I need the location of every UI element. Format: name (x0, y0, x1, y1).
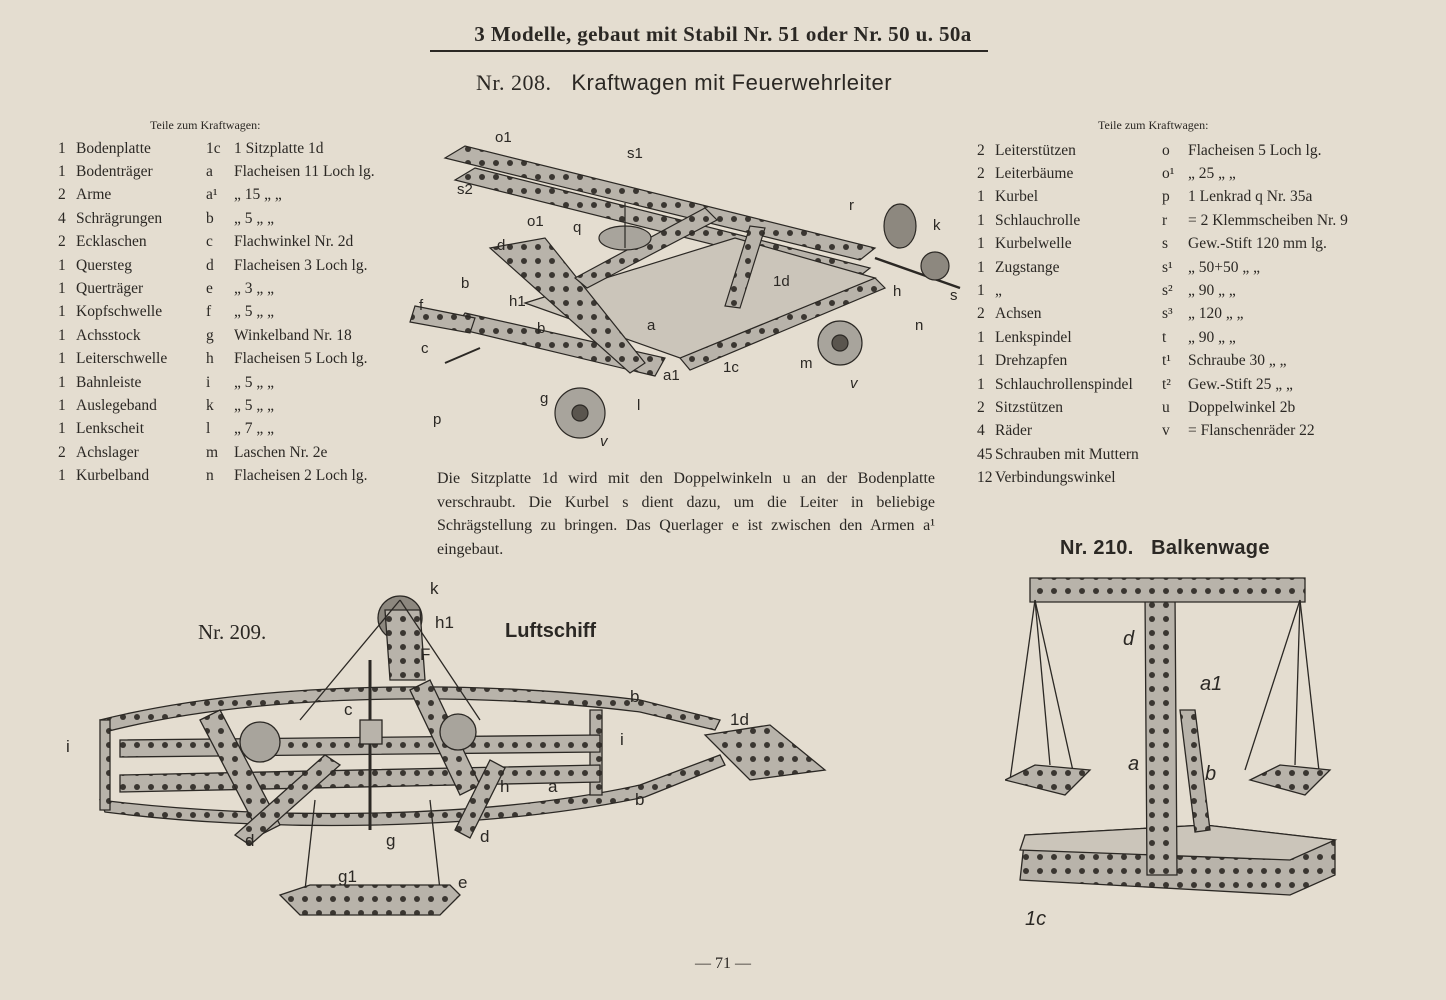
fig209-label-g: g (386, 831, 396, 850)
fig208-label-q: q (573, 219, 582, 236)
parts-right-desc: „ 50+50 „ „ (1188, 258, 1261, 276)
parts-left-code: 1c (206, 139, 221, 157)
fig209-label-k: k (430, 579, 439, 598)
parts-left-name: Achslager (76, 443, 139, 461)
parts-right-qty: 1 (977, 235, 985, 253)
parts-left-code: e (206, 280, 213, 298)
parts-left-qty: 1 (58, 420, 66, 438)
parts-right-row (977, 233, 1378, 256)
parts-right-row (977, 443, 1378, 466)
parts-right-row (977, 466, 1378, 489)
figure-210-balance-scale (1005, 570, 1340, 935)
scale-column (1145, 595, 1177, 875)
parts-left-desc: „ 5 „ „ (234, 396, 275, 414)
fig208-label-d: d (497, 237, 506, 254)
parts-right-desc: Schraube 30 „ „ (1188, 352, 1287, 370)
parts-left-code: a (206, 163, 213, 181)
page-number: — 71 — (695, 955, 751, 972)
parts-right-code: t² (1162, 375, 1171, 393)
parts-left-row (58, 371, 444, 394)
parts-right-qty: 1 (977, 375, 985, 393)
parts-right-code: o¹ (1162, 165, 1175, 183)
parts-left-code: l (206, 420, 211, 438)
parts-left-name: Lenkscheit (76, 420, 145, 438)
scale-beam (1030, 578, 1305, 602)
parts-left-name: Ecklaschen (76, 233, 147, 251)
parts-right-qty: 12 (977, 469, 993, 487)
fig209-label-h: h (500, 777, 510, 796)
parts-right-row (977, 350, 1378, 373)
parts-left-name: Auslegeband (76, 396, 157, 414)
parts-left-row (58, 441, 444, 464)
parts-right-row (977, 209, 1378, 232)
parts-table-right (977, 139, 1378, 490)
parts-left-desc: Laschen Nr. 2e (234, 443, 328, 461)
parts-left-qty: 1 (58, 280, 66, 298)
fig209-label-d2: d (480, 827, 490, 846)
fig208-label-g: g (540, 390, 549, 407)
parts-right-row (977, 279, 1378, 302)
parts-left-name: Bodenträger (76, 163, 153, 181)
parts-right-name: „ (995, 282, 1002, 300)
fig208-label-h: h (893, 283, 902, 300)
fig208-label-a1: a1 (663, 367, 680, 384)
fig208-label-l: l (637, 397, 641, 414)
gondola (280, 885, 460, 915)
parts-left-code: h (206, 350, 214, 368)
parts-right-row (977, 420, 1378, 443)
parts-right-code: v (1162, 422, 1170, 440)
fig208-label-1c: 1c (723, 359, 739, 376)
fig208-label-v: v (850, 375, 858, 392)
parts-left-desc: Flacheisen 3 Loch lg. (234, 256, 368, 274)
parts-left-desc: „ 5 „ „ (234, 373, 275, 391)
parts-right-name: Zugstange (995, 258, 1060, 276)
parts-right-row (977, 396, 1378, 419)
parts-right-name: Leiterbäume (995, 165, 1074, 183)
fig208-label-s: s (950, 287, 958, 304)
parts-right-row (977, 256, 1378, 279)
parts-left-desc: Winkelband Nr. 18 (234, 326, 352, 344)
parts-right-code: s¹ (1162, 258, 1173, 276)
parts-left-qty: 2 (58, 186, 66, 204)
parts-left-desc: „ 3 „ „ (234, 280, 275, 298)
parts-right-desc: „ 90 „ „ (1188, 328, 1236, 346)
figure-209-airship (60, 570, 830, 930)
fig208-label-b2: b (537, 320, 546, 337)
fig210-label-b: b (1205, 763, 1217, 785)
parts-right-row (977, 303, 1378, 326)
parts-left-desc: 1 Sitzplatte 1d (234, 139, 324, 157)
parts-left-name: Leiterschwelle (76, 350, 168, 368)
parts-left-code: k (206, 396, 214, 414)
parts-right-row (977, 326, 1378, 349)
model-209-number: Nr. 209. (198, 620, 267, 644)
parts-left-row (58, 464, 444, 487)
fig210-label-a: a (1128, 753, 1140, 775)
scale-pan-left (1005, 765, 1090, 795)
parts-right-code: u (1162, 398, 1170, 416)
parts-left-qty: 1 (58, 350, 66, 368)
header-underline (430, 50, 988, 52)
parts-right-code: o (1162, 141, 1170, 159)
parts-left-qty: 1 (58, 139, 66, 157)
parts-right-code: s² (1162, 282, 1173, 300)
model-208-title (476, 70, 892, 96)
fig208-label-k: k (933, 217, 941, 234)
parts-right-name: Sitzstützen (995, 398, 1064, 416)
parts-left-row (58, 277, 444, 300)
parts-left-row (58, 324, 444, 347)
parts-left-name: Quersteg (76, 256, 132, 274)
parts-right-name: Schlauchrollenspindel (995, 375, 1133, 393)
fig208-label-v2: v (600, 433, 608, 448)
parts-table-left (58, 137, 444, 488)
fig208-label-r: r (849, 197, 854, 214)
parts-right-desc: „ 25 „ „ (1188, 165, 1236, 183)
parts-left-code: c (206, 233, 213, 251)
parts-right-name: Räder (995, 422, 1033, 440)
parts-left-desc: Flachwinkel Nr. 2d (234, 233, 354, 251)
parts-left-desc: Flacheisen 5 Loch lg. (234, 350, 368, 368)
fig209-label-i: i (66, 737, 70, 756)
parts-left-row (58, 418, 444, 441)
parts-right-qty: 1 (977, 188, 985, 206)
fig208-label-h1: h1 (509, 293, 526, 310)
parts-right-name: Leiterstützen (995, 141, 1076, 159)
parts-right-desc: 1 Lenkrad q Nr. 35a (1188, 188, 1313, 206)
parts-left-row (58, 348, 444, 371)
parts-left-code: i (206, 373, 211, 391)
parts-right-code (1162, 443, 1188, 466)
parts-left-code: d (206, 256, 214, 274)
parts-left-name: Bodenplatte (76, 139, 151, 157)
fig209-label-g1: g1 (338, 867, 357, 886)
parts-left-row (58, 207, 444, 230)
fig209-label-c: c (344, 700, 353, 719)
parts-left-code: f (206, 303, 212, 321)
parts-right-name: Lenkspindel (995, 328, 1072, 346)
parts-left-name: Kopfschwelle (76, 303, 163, 321)
parts-right-qty: 2 (977, 141, 985, 159)
fig210-label-a1: a1 (1200, 673, 1223, 695)
model-210-number: Nr. 210. (1060, 537, 1134, 559)
parts-right-name: Kurbel (995, 188, 1039, 206)
parts-left-code: m (206, 443, 219, 461)
parts-right-desc: = Flanschenräder 22 (1188, 422, 1315, 440)
fig208-label-c: c (421, 340, 429, 357)
parts-left-row (58, 231, 444, 254)
fig209-label-d: d (245, 831, 255, 850)
parts-left-name: Kurbelband (76, 467, 150, 485)
parts-left-name: Arme (76, 186, 112, 204)
fig210-label-1c: 1c (1025, 908, 1047, 930)
model-208-name: Kraftwagen mit Feuerwehrleiter (571, 70, 893, 95)
parts-left-qty: 2 (58, 233, 66, 251)
parts-left-desc: Flacheisen 2 Loch lg. (234, 467, 368, 485)
parts-right-row (977, 162, 1378, 185)
model-210-title (1060, 537, 1270, 560)
hose-reel (884, 204, 916, 248)
parts-left-row (58, 160, 444, 183)
fig208-label-1d: 1d (773, 273, 790, 290)
parts-left-qty: 2 (58, 443, 66, 461)
fig209-label-b2: b (635, 790, 645, 809)
page-header: 3 Modelle, gebaut mit Stabil Nr. 51 oder Nr. 50 u. 50a (474, 22, 972, 46)
model-210-name: Balkenwage (1151, 537, 1270, 559)
fig208-label-s1: s1 (627, 145, 643, 162)
parts-right-code: s (1162, 235, 1169, 253)
fig209-label-a: a (548, 777, 558, 796)
parts-right-name: Verbindungswinkel (995, 469, 1116, 487)
parts-left-qty: 1 (58, 303, 66, 321)
parts-left-code: b (206, 209, 214, 227)
rudder-plate (705, 725, 825, 780)
parts-right-code: p (1162, 188, 1170, 206)
fig208-label-o1: o1 (495, 129, 512, 146)
fig208-label-p: p (433, 411, 442, 428)
parts-left-qty: 1 (58, 326, 66, 344)
parts-right-desc (1188, 466, 1378, 489)
parts-right-name: Schrauben mit Muttern (995, 445, 1139, 463)
fig208-label-n: n (915, 317, 924, 334)
fig209-label-e: e (458, 873, 468, 892)
parts-left-qty: 1 (58, 396, 66, 414)
parts-left-name: Bahnleiste (76, 373, 142, 391)
fig209-label-b: b (630, 687, 640, 706)
parts-right-desc: = 2 Klemmscheiben Nr. 9 (1188, 211, 1348, 229)
parts-right-qty: 2 (977, 398, 985, 416)
parts-left-qty: 1 (58, 256, 66, 274)
parts-left-code: n (206, 467, 214, 485)
parts-right-row (977, 373, 1378, 396)
parts-right-qty: 1 (977, 211, 985, 229)
fig209-label-i2: i (620, 730, 624, 749)
parts-right-code: s³ (1162, 305, 1173, 323)
parts-right-qty: 2 (977, 305, 985, 323)
parts-left-name: Schrägrungen (76, 209, 163, 227)
model-209-title: Luftschiff (505, 620, 597, 642)
parts-left-row (58, 301, 444, 324)
parts-right-qty: 1 (977, 258, 985, 276)
parts-right-row (977, 139, 1378, 162)
fig210-label-d: d (1123, 628, 1135, 650)
fig208-label-o1b: o1 (527, 213, 544, 230)
parts-right-name: Achsen (995, 305, 1042, 323)
parts-left-desc: Flacheisen 11 Loch lg. (234, 163, 375, 181)
parts-left-qty: 1 (58, 373, 66, 391)
parts-left-row (58, 137, 444, 160)
parts-left-desc: „ 15 „ „ (234, 186, 282, 204)
fig208-label-b: b (461, 275, 470, 292)
parts-right-desc: „ 120 „ „ (1188, 305, 1244, 323)
model-208-number: Nr. 208. (476, 70, 552, 95)
parts-left-code: g (206, 326, 214, 344)
parts-right-code: t (1162, 328, 1167, 346)
parts-right-qty: 1 (977, 328, 985, 346)
parts-left-name: Achsstock (76, 326, 141, 344)
parts-right-qty: 1 (977, 282, 985, 300)
scale-pan-right (1250, 765, 1330, 795)
parts-right-code (1162, 466, 1188, 489)
parts-left-desc: „ 5 „ „ (234, 209, 275, 227)
parts-right-desc: Gew.-Stift 120 mm lg. (1188, 235, 1327, 253)
parts-left-desc: „ 5 „ „ (234, 303, 275, 321)
parts-left-heading: Teile zum Kraftwagen: (150, 118, 261, 132)
parts-right-desc: Doppelwinkel 2b (1188, 398, 1296, 416)
parts-left-qty: 1 (58, 467, 66, 485)
figure-208-fire-truck (405, 128, 980, 448)
fig208-label-f: f (419, 297, 424, 314)
parts-left-code: a¹ (206, 186, 218, 204)
fig208-label-m: m (800, 355, 813, 372)
parts-right-name: Kurbelwelle (995, 235, 1072, 253)
parts-right-qty: 45 (977, 445, 993, 463)
parts-right-desc (1188, 443, 1378, 466)
model-208-description: Die Sitzplatte 1d wird mit den Doppelwinkeln u an der Bodenplatte verschraubt. Die Kurbel s dient dazu, um die Leiter in beliebige Schrägstellung zu bringen. Das Querlager e ist zwischen den Armen a¹ eingebaut. (437, 470, 935, 559)
fig209-label-1d: 1d (730, 710, 749, 729)
parts-left-desc: „ 7 „ „ (234, 420, 275, 438)
parts-left-qty: 4 (58, 209, 66, 227)
parts-left-name: Querträger (76, 280, 144, 298)
parts-right-row (977, 186, 1378, 209)
parts-left-row (58, 254, 444, 277)
parts-right-qty: 4 (977, 422, 985, 440)
parts-right-name: Drehzapfen (995, 352, 1068, 370)
parts-right-name: Schlauchrolle (995, 211, 1081, 229)
fig209-label-h1: h1 (435, 613, 454, 632)
parts-right-desc: Gew.-Stift 25 „ „ (1188, 375, 1293, 393)
parts-right-code: t¹ (1162, 352, 1171, 370)
parts-right-heading: Teile zum Kraftwagen: (1098, 118, 1209, 132)
parts-left-qty: 1 (58, 163, 66, 181)
parts-right-desc: „ 90 „ „ (1188, 282, 1236, 300)
parts-right-qty: 2 (977, 165, 985, 183)
parts-right-qty: 1 (977, 352, 985, 370)
fig208-label-s2: s2 (457, 181, 473, 198)
fig208-label-a: a (647, 317, 656, 334)
hull-upper-band (100, 687, 720, 732)
parts-right-code: r (1162, 211, 1168, 229)
frame-rail-b (120, 765, 600, 792)
parts-left-row (58, 184, 444, 207)
parts-left-row (58, 394, 444, 417)
parts-right-desc: Flacheisen 5 Loch lg. (1188, 141, 1322, 159)
fig209-label-F: F (420, 645, 431, 664)
